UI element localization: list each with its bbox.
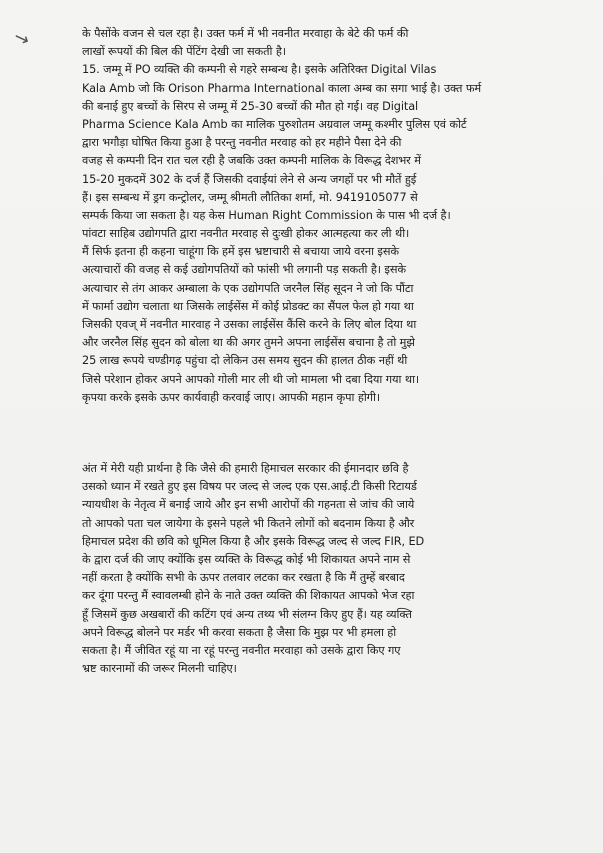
paragraph-2 (82, 460, 524, 678)
text-line: 25 लाख रूपये चण्डीगढ़ पहुंचा दो लेकिन उस समय सुदन की हालत ठीक नहीं थी (82, 354, 408, 368)
text-line: अपने विरूद्ध बोलने पर मर्डर भी करवा सकता है जैसा कि मुझ पर भी हमला हो (82, 625, 397, 639)
text-line: हिमाचल प्रदेश की छवि को धूमिल किया है और इसके विरूद्ध जल्द से जल्द FIR, ED (82, 534, 425, 548)
text-line: सम्पर्क किया जा सकता है। यह केस Human Right Commission के पास भी दर्ज है। (82, 208, 451, 222)
text-line: भ्रष्ट कारनामों की जरूर मिलनी चाहिए। (82, 662, 237, 676)
text-line: उसको ध्यान में रखते हुए इस विषय पर जल्द से जल्द एक एस.आई.टी किसी रिटायर्ड (82, 480, 417, 494)
paragraph-1 (82, 25, 524, 407)
text-line: Kala Amb जो कि Orison Pharma International काला अम्ब का सगा भाई है। उक्त फर्म (82, 81, 482, 95)
corner-mark: ↘ (10, 26, 33, 51)
text-line: न्यायधीश के नेतृत्व में बनाई जाये और इन सभी आरोपों की गहनता से जांच की जाये (82, 498, 415, 512)
text-line: कृपया करके इसके ऊपर कार्यवाही करवाई जाए। आपकी महान कृपा होगी। (82, 390, 381, 404)
text-line: हूँ जिसमें कुछ अखबारों की कटिंग एवं अन्य तथ्य भी संलग्न किए हुए हैं। यह व्यक्ति (82, 607, 412, 621)
text-line: मैं सिर्फ इतना ही कहना चाहूंगा कि हमें इस भ्रष्टाचारी से बचाया जाये वरना इसके (82, 245, 399, 259)
text-line: द्वारा भगौड़ा घोषित किया हुआ है परन्तु नवनीत मरवाह को हर महीने पैसा देने की (82, 136, 402, 150)
text-line: वजह से कम्पनी दिन रात चल रही है जबकि उक्त कम्पनी मालिक के विरूद्ध देशभर में (82, 154, 421, 168)
text-line: अंत में मेरी यही प्रार्थना है कि जैसे की हमारी हिमाचल सरकार की ईमानदार छवि है (82, 462, 409, 475)
text-line: लाखों रूपयों की बिल की पेंटिंग देखी जा सकती है। (82, 45, 286, 59)
text-line: में फार्मा उद्योग चलाता था जिसके लाईसेंस में कोई प्रोडक्ट का सैंपल फेल हो गया था (82, 299, 414, 313)
text-line: पांवटा साहिब उद्योगपति द्वारा नवनीत मरवाह से दुःखी होकर आत्महत्या कर ली थी। (82, 227, 410, 241)
text-line: के पैसोंके वजन से चल रहा है। उक्त फर्म में भी नवनीत मरवाहा के बेटे की फर्म की (82, 27, 409, 40)
text-line: हैं। इस सम्बन्ध में ड्रग कन्ट्रोलर, जम्मू श्रीमती लौतिका शर्मा, मो. 9419105077 से (82, 190, 418, 204)
text-line: जिसे परेशान होकर अपने आपको गोली मार ली थी जो मामला भी दबा दिया गया था। (82, 372, 420, 386)
text-line: Pharma Science Kala Amb का मालिक पुरुशोतम अग्रवाल जम्मू कश्मीर पुलिस एवं कोर्ट (82, 117, 467, 131)
text-line: कर दूंगा परन्तु मैं स्वावलम्बी होने के नाते उक्त व्यक्ति की शिकायत आपको भेज रहा (82, 589, 415, 603)
text-line: के द्वारा दर्ज की जाए क्योंकि इस व्यक्ति के विरूद्ध कोई भी शिकायत अपने नाम से (82, 552, 411, 566)
text-line: अत्याचारों की वजह से कई उद्योगपतियों को फांसी भी लगानी पड़ सकती है। इसके (82, 263, 406, 277)
text-line: 15. जम्मू में PO व्यक्ति की कम्पनी से गहरे सम्बन्ध है। इसके अतिरिक्त Digital Vilas (82, 63, 437, 77)
text-line: की बनाई हुए बच्चों के सिरप से जम्मू में 25-30 बच्चों की मौत हो गई। वह Digital (82, 99, 419, 113)
text-line: तो आपको पता चल जायेगा के इसने पहले भी कितने लोगों को बदनाम किया है और (82, 516, 415, 530)
text-line: सकता है। मैं जीवित रहूं या ना रहूं परन्तु नवनीत मरवाहा को उसके द्वारा किए गए (82, 643, 401, 657)
text-line: और जरनैल सिंह सुदन को बोला था की अगर तुमने अपना लाईसेंस बचाना है तो मुझे (82, 336, 415, 350)
text-line: 15-20 मुकदमें 302 के दर्ज हैं जिसकी दवाईयां लेने से अन्य जगहों पर भी मौतें हुई (82, 172, 417, 186)
text-line: अत्याचार से तंग आकर अम्बाला के एक उद्योगपति जरनैल सिंह सूदन ने जो कि पौंटा (82, 281, 414, 295)
text-line: जिसकी एवज् में नवनीत मारवाह ने उसका लाईसेंस कैंसि करने के लिए बोल दिया था (82, 318, 417, 331)
text-line: नहीं करता है क्योंकि सभी के ऊपर तलवार लटका कर रखता है कि मैं तुम्हें बरबाद (82, 571, 405, 585)
